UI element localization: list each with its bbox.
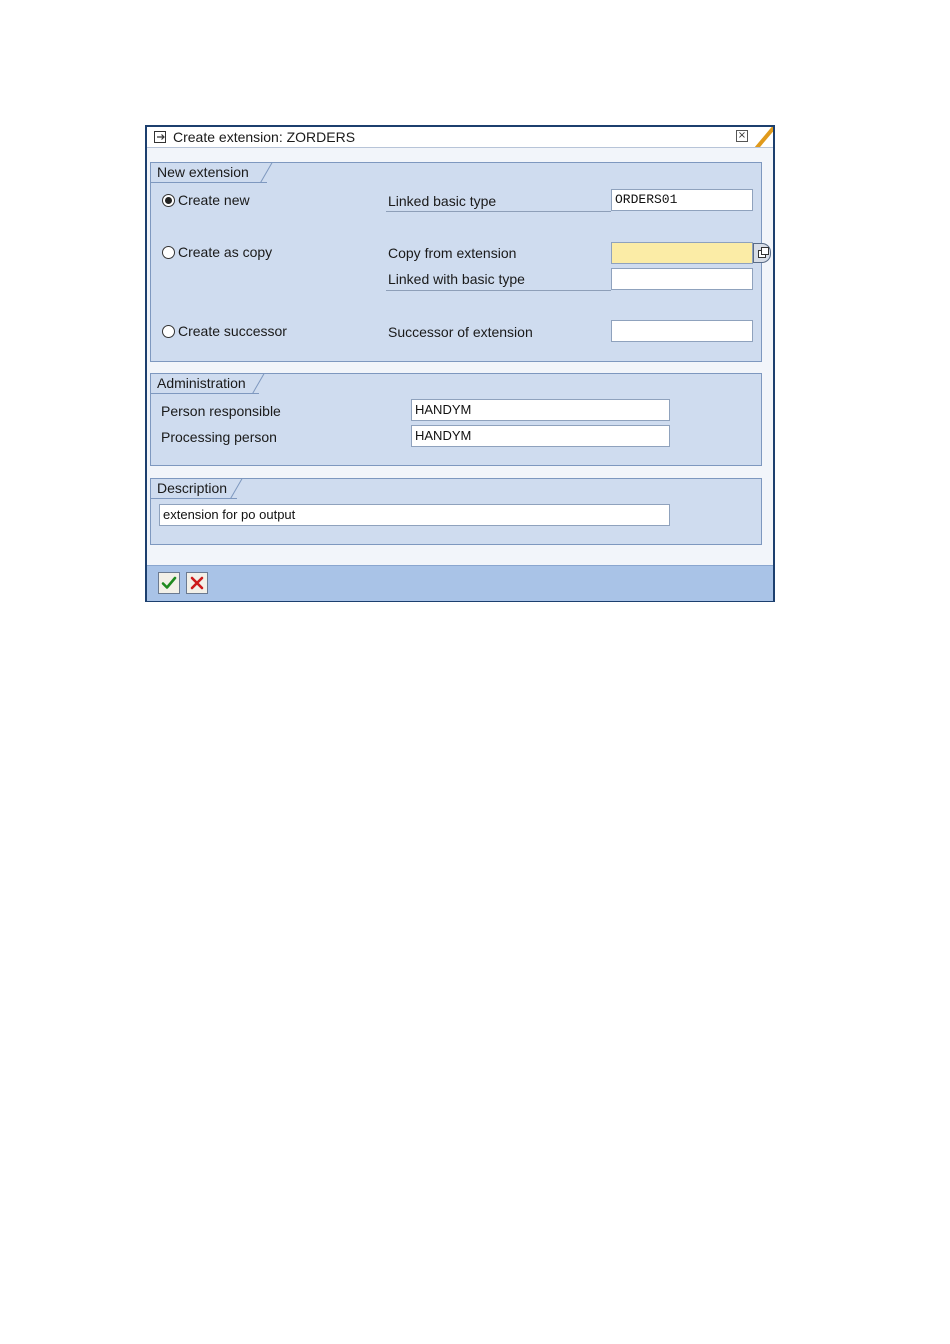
linked-with-basic-type-field[interactable]	[611, 268, 753, 290]
copy-from-extension-label: Copy from extension	[388, 245, 517, 261]
linked-basic-type-label: Linked basic type	[388, 193, 497, 209]
administration-group-header	[151, 374, 259, 394]
new-extension-group-title: New extension	[157, 164, 249, 180]
radio-create-successor[interactable]	[162, 325, 175, 338]
processing-person-label: Processing person	[161, 429, 277, 445]
radio-create-as-copy[interactable]	[162, 246, 175, 259]
linked-basic-type-underline	[386, 211, 611, 212]
linked-with-basic-type-label: Linked with basic type	[388, 271, 525, 287]
processing-person-field[interactable]: HANDYM	[411, 425, 670, 447]
title-accent-corner	[753, 127, 773, 147]
confirm-button[interactable]	[158, 572, 180, 594]
linked-with-basic-type-underline	[386, 290, 611, 291]
linked-basic-type-field[interactable]: ORDERS01	[611, 189, 753, 211]
cancel-button[interactable]	[186, 572, 208, 594]
radio-create-as-copy-label[interactable]: Create as copy	[178, 244, 273, 260]
person-responsible-label: Person responsible	[161, 403, 281, 419]
cancel-x-icon	[189, 575, 205, 591]
description-group-header	[151, 479, 237, 499]
dialog-content	[147, 148, 773, 565]
checkmark-icon	[161, 575, 177, 591]
radio-create-new[interactable]	[162, 194, 175, 207]
create-document-icon	[154, 130, 167, 142]
successor-of-extension-label: Successor of extension	[388, 324, 533, 340]
radio-create-successor-label[interactable]: Create successor	[178, 323, 287, 339]
description-group	[150, 478, 762, 545]
create-extension-dialog	[145, 125, 775, 602]
description-group-title: Description	[157, 480, 228, 496]
dialog-titlebar	[147, 127, 773, 148]
new-extension-group	[150, 162, 762, 362]
close-icon[interactable]: ×	[737, 130, 747, 141]
successor-of-extension-field[interactable]	[611, 320, 753, 342]
dialog-footer-toolbar	[147, 565, 773, 601]
value-help-button[interactable]	[753, 243, 771, 263]
new-extension-group-header	[151, 163, 267, 183]
dialog-title: Create extension: ZORDERS	[173, 129, 356, 145]
description-field[interactable]: extension for po output	[159, 504, 670, 526]
copy-from-extension-field[interactable]	[611, 242, 753, 264]
administration-group-title: Administration	[157, 375, 246, 391]
administration-group	[150, 373, 762, 466]
person-responsible-field[interactable]: HANDYM	[411, 399, 670, 421]
radio-create-new-label[interactable]: Create new	[178, 192, 250, 208]
